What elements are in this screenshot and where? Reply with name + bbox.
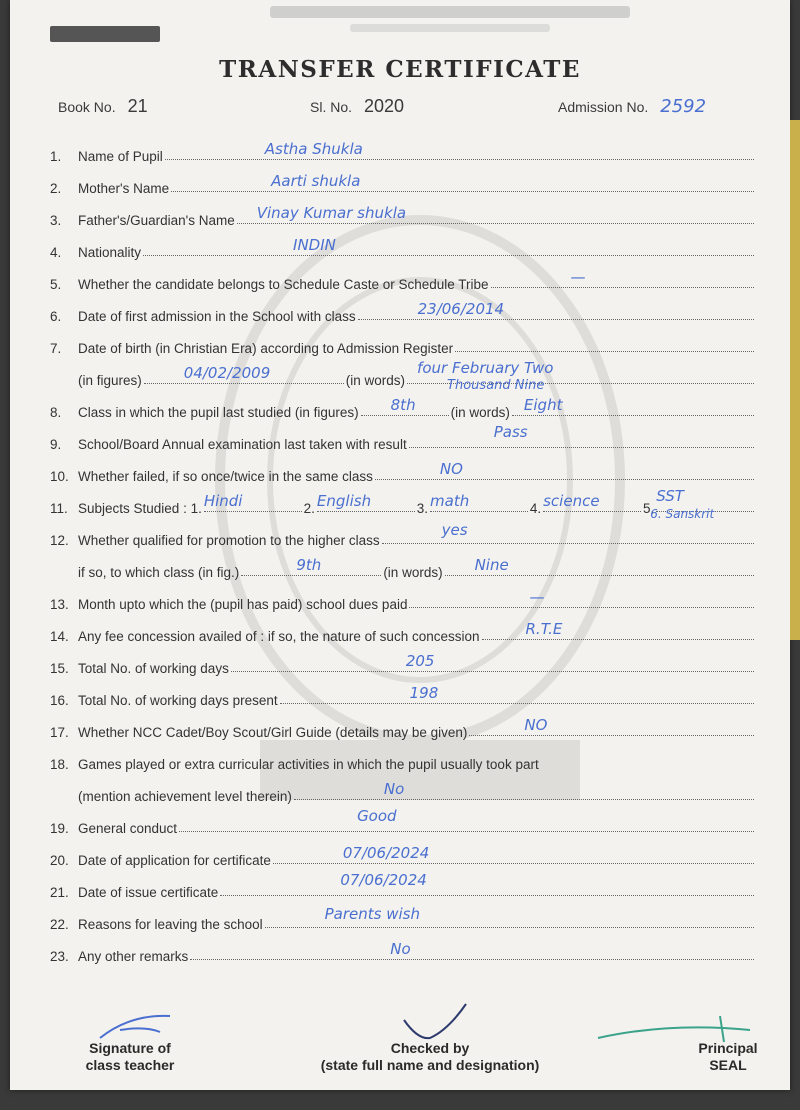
field-conduct: 19. General conduct Good [50,812,756,836]
subject-1-value: Hindi [203,492,243,510]
field-first-admission: 6. Date of first admission in the School with class 23/06/2014 [50,300,756,324]
dob-words-value: four February Two [417,359,554,377]
mother-name-value: Aarti shukla [271,172,361,190]
field-promotion-class: if so, to which class (in fig.) 9th (in words) Nine [50,556,756,580]
field-leaving-reason: 22. Reasons for leaving the school Parents wish [50,908,756,932]
pupil-name-value: Astha Shukla [264,140,363,158]
promotion-class-figures-value: 9th [296,556,322,574]
field-application-date: 20. Date of application for certificate 07/06/2024 [50,844,756,868]
field-exam-result: 9. School/Board Annual examination last taken with result Pass [50,428,756,452]
promotion-class-words-value: Nine [474,556,509,574]
side-edge-strip [790,120,800,640]
dob-figures-value: 04/02/2009 [183,364,271,382]
father-name-value: Vinay Kumar shukla [256,204,407,222]
checked-by-signature: Checked by (state full name and designation) [320,1040,540,1073]
field-issue-date: 21. Date of issue certificate 07/06/2024 [50,876,756,900]
promotion-value: yes [441,521,468,539]
field-class-last-studied: 8. Class in which the pupil last studied (in figures) 8th (in words) Eight [50,396,756,420]
field-mother-name: 2. Mother's Name Aarti shukla [50,172,756,196]
field-fee-concession: 14. Any fee concession availed of : if so, the nature of such concession R.T.E [50,620,756,644]
subject-5-value: SST [656,487,684,505]
class-figures-value: 8th [390,396,416,414]
caste-value: — [570,268,586,286]
subject-4-value: science [543,492,600,510]
field-promotion: 12. Whether qualified for promotion to the higher class yes [50,524,756,548]
field-games: 18. Games played or extra curricular activities in which the pupil usually took part [50,757,539,772]
school-website-text [350,24,550,32]
certificate-page [10,0,790,1090]
field-games-achievement: (mention achievement level therein) No [50,780,756,804]
issue-date-value: 07/06/2024 [340,871,427,889]
nationality-value: INDIN [293,236,336,254]
class-words-value: Eight [523,396,563,414]
field-caste: 5. Whether the candidate belongs to Schedule Caste or Schedule Tribe — [50,268,756,292]
school-header-text [270,6,630,18]
remarks-value: No [390,940,411,958]
field-dues-paid: 13. Month upto which the (pupil has paid) school dues paid — [50,588,756,612]
days-present-value: 198 [409,684,439,702]
field-remarks: 23. Any other remarks No [50,940,756,964]
dues-paid-value: — [529,588,545,606]
document-title: TRANSFER CERTIFICATE [219,56,581,83]
dob-words-value-2: Thousand Nine [447,378,545,393]
field-working-days: 15. Total No. of working days 205 [50,652,756,676]
field-subjects: 11. Subjects Studied : 1. Hindi 2. English 3. math 4. science 5. SST 6. Sanskrit [50,492,756,516]
field-nationality: 4. Nationality INDIN [50,236,756,260]
teacher-signature-mark [90,1010,180,1042]
failed-value: NO [439,460,463,478]
conduct-value: Good [357,807,397,825]
book-number: Book No. 21 [58,96,148,116]
leaving-reason-value: Parents wish [324,905,420,923]
working-days-value: 205 [405,652,435,670]
subject-2-value: English [316,492,372,510]
field-ncc: 17. Whether NCC Cadet/Boy Scout/Girl Guide (details may be given) NO [50,716,756,740]
ncc-value: NO [524,716,548,734]
field-date-of-birth: 7. Date of birth (in Christian Era) according to Admission Register [50,332,756,356]
principal-seal-label: Principal SEAL [698,1040,758,1073]
field-days-present: 16. Total No. of working days present 198 [50,684,756,708]
field-name-of-pupil: 1. Name of Pupil Astha Shukla [50,140,756,164]
admission-number: Admission No. 2592 [558,96,707,117]
fee-concession-value: R.T.E [525,620,563,638]
games-value: No [383,780,405,798]
school-logo-bar [50,26,160,42]
subject-3-value: math [430,492,470,510]
field-father-name: 3. Father's/Guardian's Name Vinay Kumar shukla [50,204,756,228]
application-date-value: 07/06/2024 [342,844,430,862]
first-admission-value: 23/06/2014 [417,300,505,318]
field-dob-figures-words: (in figures) 04/02/2009 (in words) four February Two Thousand Nine [50,364,756,388]
serial-number: Sl. No. 2020 [310,96,405,116]
exam-result-value: Pass [493,423,528,441]
subject-6-value: 6. Sanskrit [650,507,715,521]
checker-signature-mark [400,1000,470,1044]
teacher-signature: Signature of class teacher [85,1040,175,1073]
field-failed: 10. Whether failed, if so once/twice in the same class NO [50,460,756,484]
